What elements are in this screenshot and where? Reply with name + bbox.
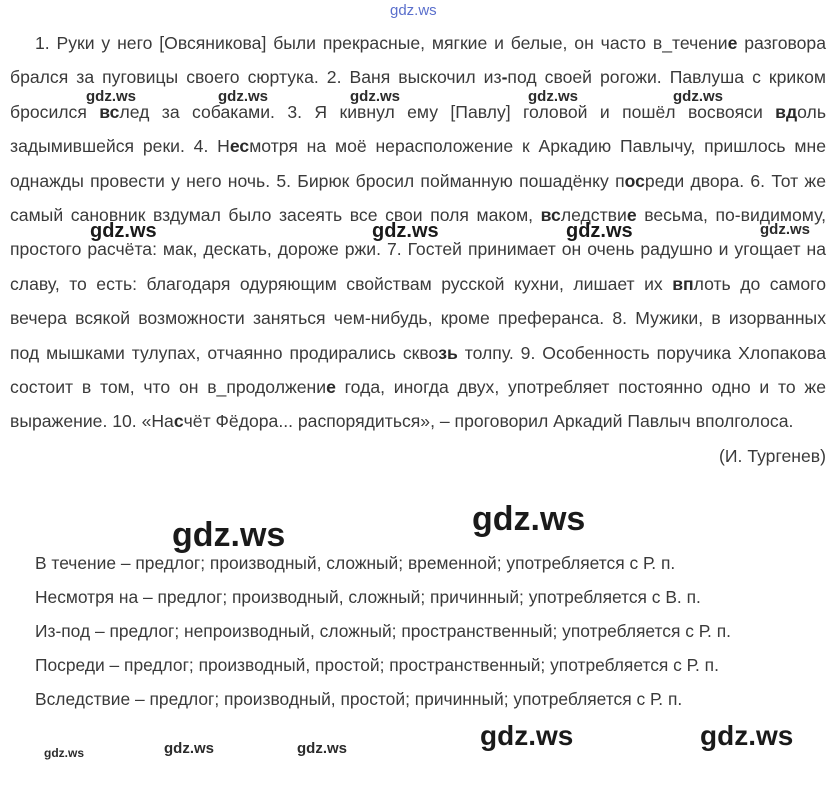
watermark: gdz.ws	[372, 220, 439, 242]
highlight: вп	[672, 273, 694, 294]
highlight: вс	[99, 101, 120, 122]
watermark: gdz.ws	[90, 220, 157, 242]
highlight: ос	[624, 170, 645, 191]
text-run: мотря на моё нерасположение к Аркадию Павлычу, пришлось мне однажды провести у него ночь. 5. Бирюк бросил пойманную пошадёнку п	[10, 136, 826, 191]
watermark: gdz.ws	[760, 221, 811, 238]
text-run: под своей рогожи. Павлуша с криком бросился	[10, 67, 826, 122]
highlight: вд	[775, 101, 798, 122]
watermark: gdz.ws	[673, 88, 724, 105]
text-run: разговора брался за пуговицы своего сюртука. 2. Ваня выскочил из	[10, 33, 826, 88]
watermark: gdz.ws	[218, 88, 269, 105]
highlight: е	[626, 205, 637, 226]
text-run: 1. Руки у него [Овсяникова] были прекрасные, мягкие и белые, он часто в_течени	[35, 33, 728, 53]
text-run: года, иногда двух, употребляет постоянно одно и то же выражение. 10. «На	[10, 377, 826, 432]
analysis-item: Несмотря на – предлог; производный, сложный; причинный; употребляется с В. п.	[35, 587, 701, 607]
watermark: gdz.ws	[566, 220, 633, 242]
text-run: оль задымившейся реки. 4. Н	[10, 101, 826, 157]
analysis-item: Вследствие – предлог; производный, простой; причинный; употребляется с Р. п.	[35, 689, 683, 709]
analysis-item: Из-под – предлог; непроизводный, сложный; пространственный; употребляется с Р. п.	[35, 621, 731, 641]
highlight: зь	[438, 342, 458, 363]
analysis-item: В течение – предлог; производный, сложный; временной; употребляется с Р. п.	[35, 553, 676, 573]
watermark: gdz.ws	[350, 88, 401, 105]
analysis-list	[10, 546, 826, 716]
watermark: gdz.ws	[528, 88, 579, 105]
highlight: ес	[229, 136, 250, 157]
highlight: с	[173, 411, 184, 432]
watermark-large: gdz.ws	[480, 720, 574, 751]
text-run: толпу. 9. Особенность поручика Хлопакова состоит в том, что он в_продолжени	[10, 342, 826, 398]
highlight: е	[326, 377, 336, 398]
text-run: лоть до самого вечера всякой возможности заняться чем-нибудь, кроме преферанса. 8. Мужики, в изорванных под мышками тулупах, отчаянно продирались скво	[10, 273, 826, 363]
text-run: ледстви	[560, 205, 627, 226]
highlight: -	[501, 67, 508, 88]
watermark-large: gdz.ws	[472, 500, 586, 538]
highlight: вс	[540, 205, 561, 226]
watermark: gdz.ws	[164, 740, 215, 757]
watermark-top: gdz.ws	[390, 2, 437, 19]
watermark: gdz.ws	[86, 88, 137, 105]
watermark-large: gdz.ws	[172, 516, 286, 554]
watermark: gdz.ws	[44, 746, 85, 760]
text-run: лед за собаками. 3. Я кивнул ему [Павлу] головой и пошёл восвояси	[119, 101, 776, 122]
watermark-large: gdz.ws	[700, 720, 794, 751]
analysis-item: Посреди – предлог; производный, простой; пространственный; употребляется с Р. п.	[35, 655, 719, 675]
watermark: gdz.ws	[297, 740, 348, 757]
text-run: весьма, по-видимому, простого расчёта: мак, дескать, дороже ржи. 7. Гостей принимает он очень радушно и угощает на славу, то есть: благодаря одуряющим свойствам русской кухни, лишает их	[10, 205, 826, 294]
text-run: чёт Фёдора... распорядиться», – проговорил Аркадий Павлыч вполголоса.	[183, 411, 794, 432]
text-run: реди двора. 6. Тот же самый сановник вздумал было засеять все свои поля маком,	[10, 170, 826, 226]
highlight: е	[727, 33, 738, 53]
author-credit: (И. Тургенев)	[719, 445, 826, 466]
